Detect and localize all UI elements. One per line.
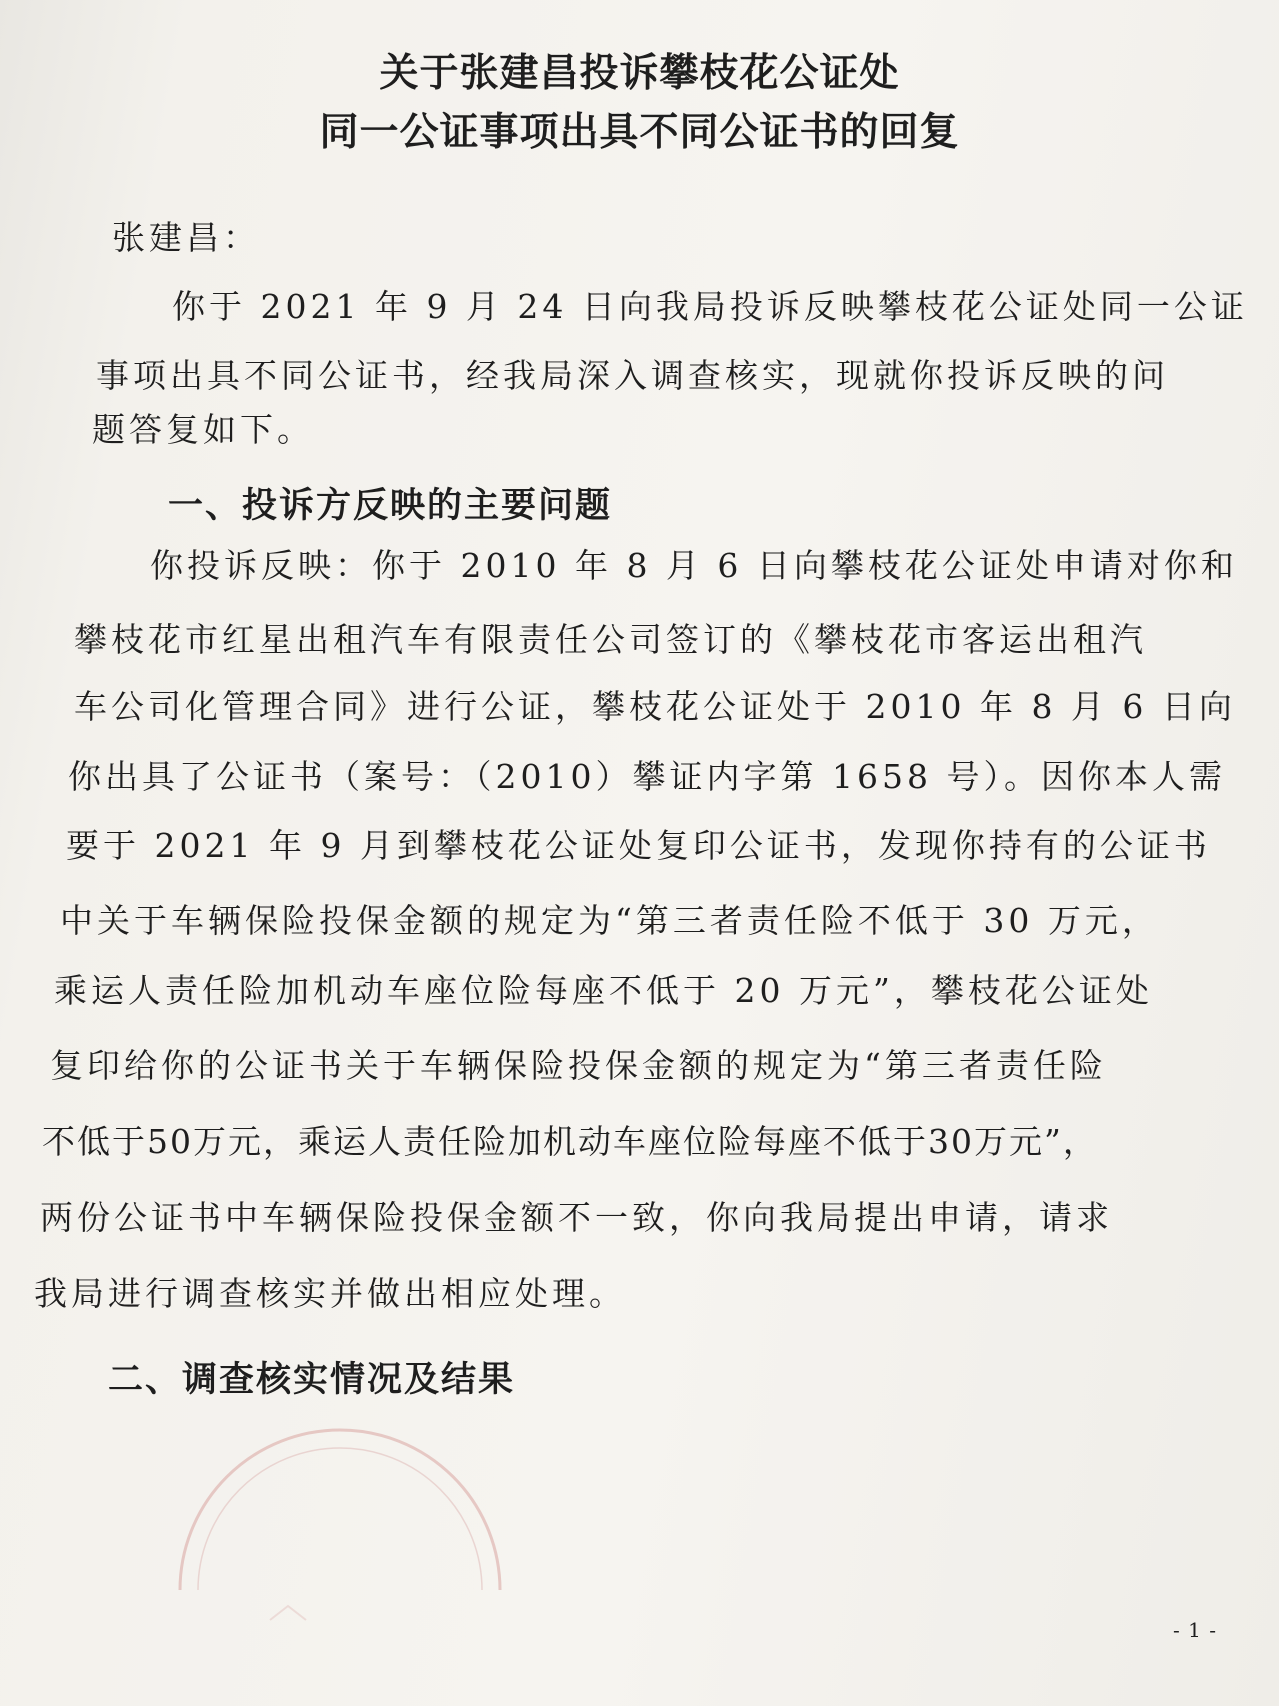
intro-line-2: 事项出具不同公证书，经我局深入调查核实，现就你投诉反映的问 — [96, 356, 1169, 395]
intro-line-3: 题答复如下。 — [92, 410, 314, 449]
section-heading-1: 一、投诉方反映的主要问题 — [168, 486, 613, 526]
body-line-4: 你出具了公证书（案号：（2010）攀证内字第 1658 号）。因你本人需 — [68, 757, 1226, 796]
body-line-5: 要于 2021 年 9 月到攀枝花公证处复印公证书，发现你持有的公证书 — [66, 826, 1211, 865]
body-line-7: 乘运人责任险加机动车座位险每座不低于 20 万元”，攀枝花公证处 — [54, 971, 1153, 1010]
body-line-3: 车公司化管理合同》进行公证，攀枝花公证处于 2010 年 8 月 6 日向 — [74, 687, 1236, 726]
document-title-line-2: 同一公证事项出具不同公证书的回复 — [319, 109, 960, 155]
body-line-10: 两份公证书中车辆保险投保金额不一致，你向我局提出申请，请求 — [40, 1198, 1113, 1237]
body-line-9: 不低于50万元，乘运人责任险加机动车座位险每座不低于30万元”， — [42, 1122, 1098, 1161]
body-line-1: 你投诉反映：你于 2010 年 8 月 6 日向攀枝花公证处申请对你和 — [150, 546, 1238, 585]
intro-line-1: 你于 2021 年 9 月 24 日向我局投诉反映攀枝花公证处同一公证 — [172, 287, 1248, 326]
document-title-line-1: 关于张建昌投诉攀枝花公证处 — [379, 50, 900, 96]
body-line-2: 攀枝花市红星出租汽车有限责任公司签订的《攀枝花市客运出租汽 — [74, 620, 1147, 659]
body-line-11: 我局进行调查核实并做出相应处理。 — [34, 1274, 626, 1313]
section-heading-2: 二、调查核实情况及结果 — [108, 1360, 516, 1400]
page-number: - 1 - — [1173, 1618, 1217, 1642]
body-line-8: 复印给你的公证书关于车辆保险投保金额的规定为“第三者责任险 — [50, 1046, 1107, 1085]
official-seal-stamp — [150, 1420, 530, 1706]
salutation: 张建昌： — [112, 218, 260, 257]
body-line-6: 中关于车辆保险投保金额的规定为“第三者责任险不低于 30 万元， — [60, 901, 1159, 940]
